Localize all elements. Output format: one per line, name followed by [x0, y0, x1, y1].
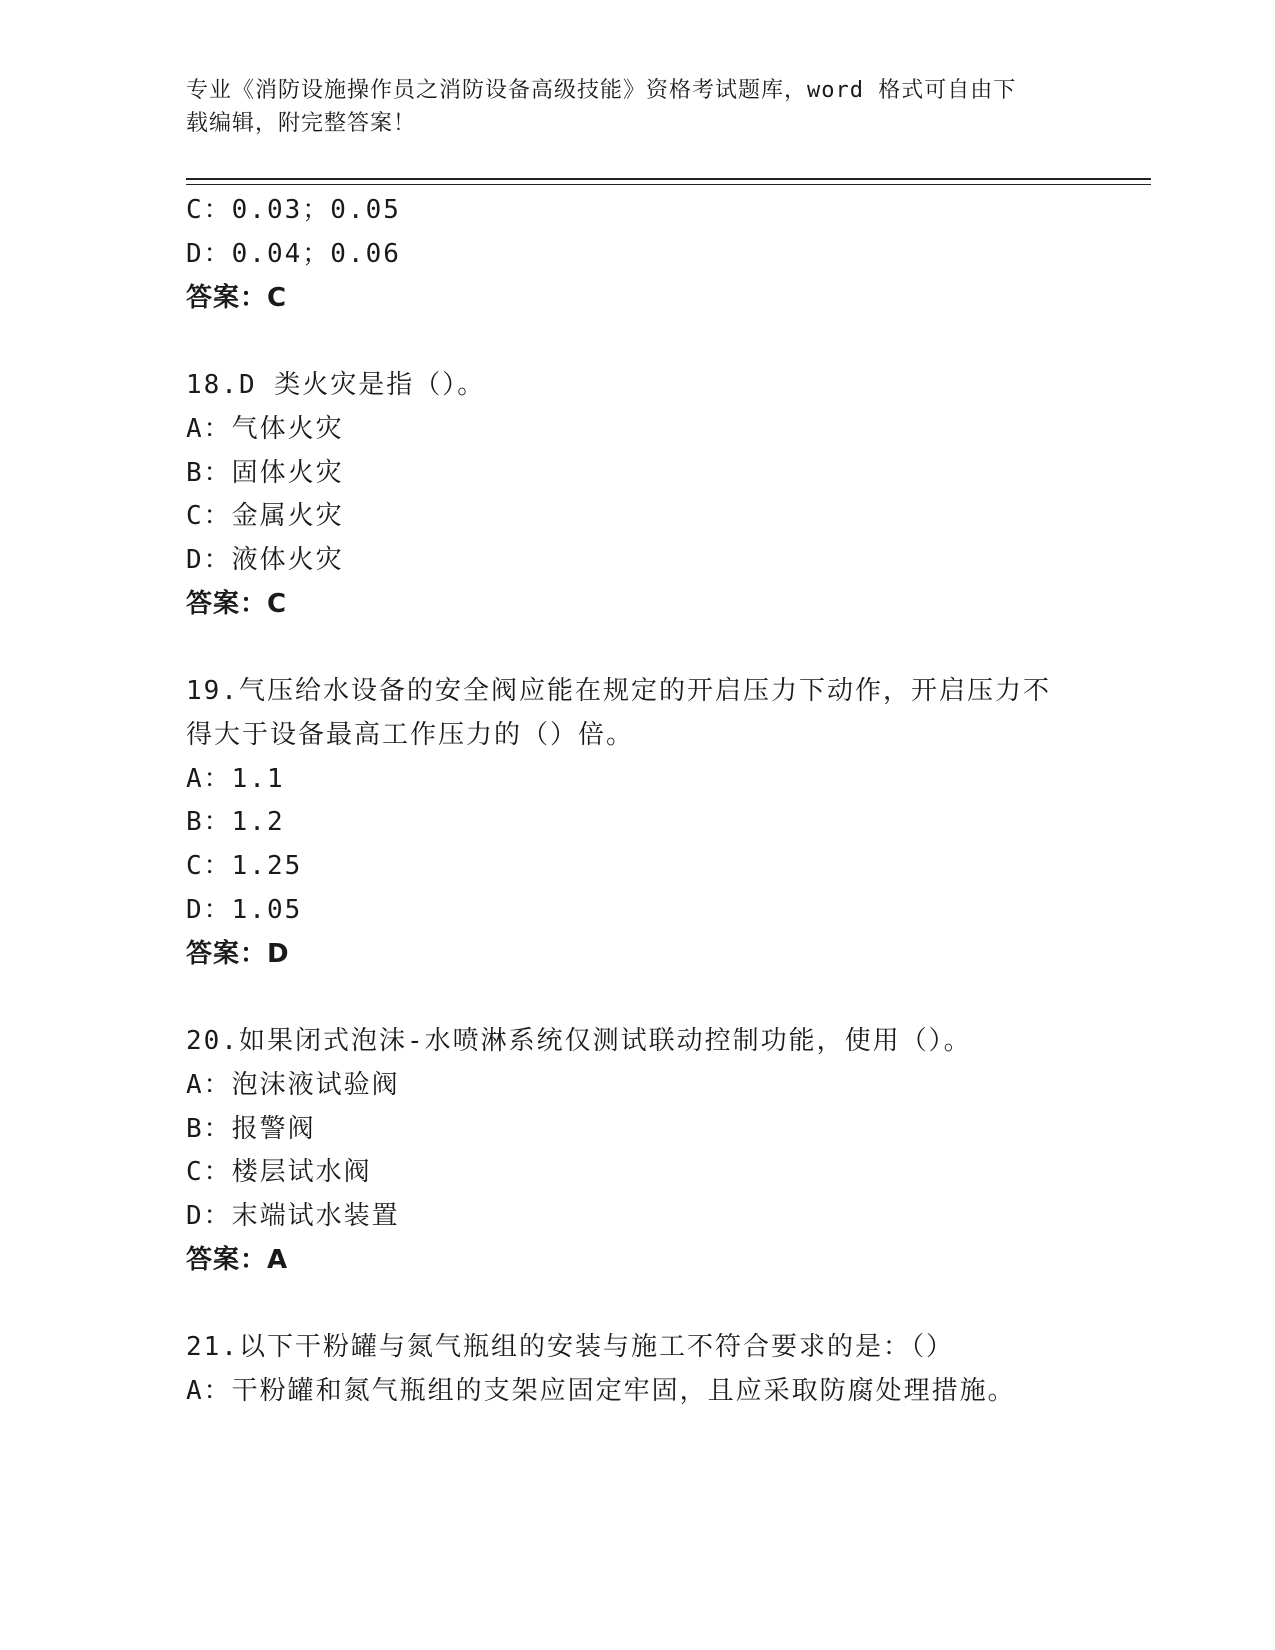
- header-line-2: 载编辑，附完整答案！: [186, 111, 417, 136]
- q21-question: 21.以下干粉罐与氮气瓶组的安装与施工不符合要求的是：（）: [186, 1332, 954, 1362]
- q17-option-c: C：0.03；0.05: [186, 195, 401, 225]
- header-rule-thick: [186, 178, 1151, 180]
- q18-option-b: B：固体火灾: [186, 458, 344, 488]
- q19-option-a: A：1.1: [186, 764, 285, 794]
- q18-option-d: D：液体火灾: [186, 545, 344, 575]
- q19-question-line-1: 19.气压给水设备的安全阀应能在规定的开启压力下动作，开启压力不: [186, 676, 1051, 706]
- q19-question-line-2: 得大于设备最高工作压力的（）倍。: [186, 720, 635, 750]
- q20-option-b: B：报警阀: [186, 1114, 316, 1144]
- q20-answer: 答案：A: [186, 1245, 289, 1275]
- q20-option-d: D：末端试水装置: [186, 1201, 400, 1231]
- q20-question: 20.如果闭式泡沫-水喷淋系统仅测试联动控制功能，使用（）。: [186, 1026, 972, 1056]
- q18-option-c: C：金属火灾: [186, 501, 344, 531]
- q19-answer: 答案：D: [186, 939, 290, 969]
- q20-option-c: C：楼层试水阀: [186, 1157, 372, 1187]
- q18-question: 18.D 类火灾是指（）。: [186, 370, 486, 400]
- q19-option-b: B：1.2: [186, 807, 285, 837]
- header-rule-thin: [186, 184, 1151, 185]
- q19-option-d: D：1.05: [186, 895, 303, 925]
- q17-option-d: D：0.04；0.06: [186, 239, 401, 269]
- q19-option-c: C：1.25: [186, 851, 303, 881]
- q18-option-a: A：气体火灾: [186, 414, 344, 444]
- q18-answer: 答案：C: [186, 589, 288, 619]
- document-header: [186, 74, 1066, 140]
- q17-answer: 答案：C: [186, 283, 288, 313]
- q21-option-a: A：干粉罐和氮气瓶组的支架应固定牢固，且应采取防腐处理措施。: [186, 1376, 1016, 1406]
- q20-option-a: A：泡沫液试验阀: [186, 1070, 400, 1100]
- header-line-1: 专业《消防设施操作员之消防设备高级技能》资格考试题库，word 格式可自由下: [186, 78, 1017, 103]
